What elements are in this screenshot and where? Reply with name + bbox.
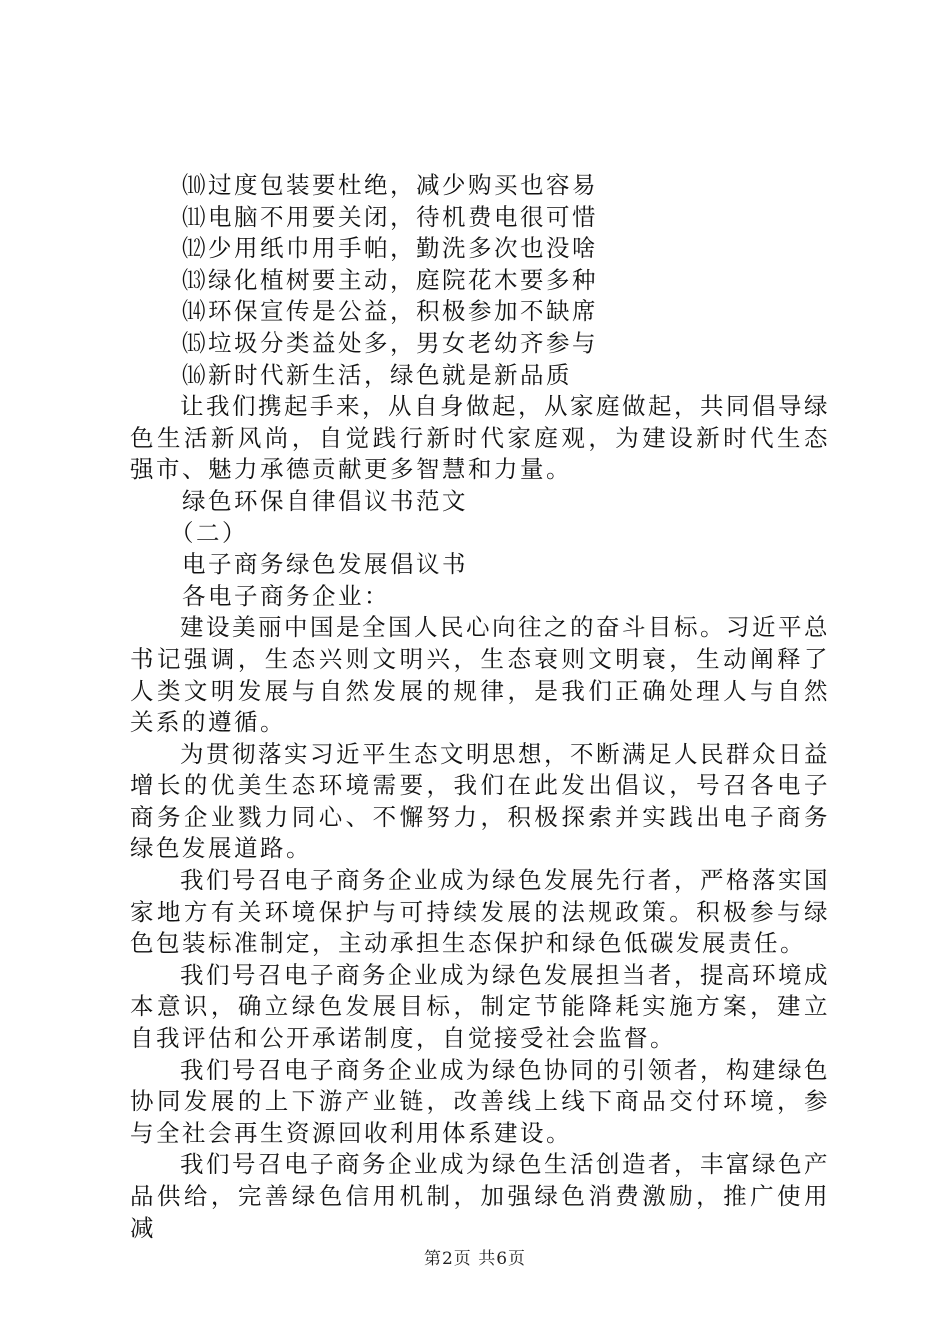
list-item: ⒁环保宣传是公益，积极参加不缺席 (182, 297, 598, 326)
paragraph-text: 建设美丽中国是全国人民心向往之的奋斗目标。习近平总书记强调，生态兴则文明兴，生态衰则文明衰，生动阐释了人类文明发展与自然发展的规律，是我们正确处理人与自然关系的遵循。 (130, 613, 830, 737)
page-footer: 第2页 共6页 (423, 1249, 527, 1269)
list-item: ⑽过度包装要杜绝，减少购买也容易 (182, 171, 598, 199)
paragraph-text: 为贯彻落实习近平生态文明思想，不断满足人民群众日益增长的优美生态环境需要，我们在此发出倡议，号召各电子商务企业戮力同心、不懈努力，积极探索并实践出电子商务绿色发展道路。 (130, 739, 830, 863)
section-heading-title: 绿色环保自律倡议书范文 (182, 486, 468, 515)
paragraph-text: 我们号召电子商务企业成为绿色协同的引领者，构建绿色协同发展的上下游产业链，改善线上线下商品交付环境，参与全社会再生资源回收利用体系建设。 (130, 1055, 830, 1147)
salutation: 各电子商务企业： (182, 581, 390, 610)
paragraph-text: 我们号召电子商务企业成为绿色发展先行者，严格落实国家地方有关环境保护与可持续发展的法规政策。积极参与绿色包装标准制定，主动承担生态保护和绿色低碳发展责任。 (130, 866, 830, 958)
document-body (130, 170, 830, 1244)
list-item: ⒀绿化植树要主动，庭院花木要多种 (182, 265, 598, 294)
section-heading-number: （二） (170, 518, 248, 547)
list-item: ⑾电脑不用要关闭，待机费电很可惜 (182, 202, 598, 231)
list-item: ⒂垃圾分类益处多，男女老幼齐参与 (182, 328, 598, 357)
paragraph-text: 我们号召电子商务企业成为绿色发展担当者，提高环境成本意识，确立绿色发展目标，制定节能降耗实施方案，建立自我评估和公开承诺制度，自觉接受社会监督。 (130, 960, 830, 1053)
list-item: ⑿少用纸巾用手帕，勤洗多次也没啥 (182, 234, 598, 263)
body-paragraph (130, 612, 830, 738)
body-paragraph (130, 1055, 830, 1150)
body-paragraph (130, 865, 830, 960)
body-paragraph (130, 960, 830, 1055)
list-item: ⒃新时代新生活，绿色就是新品质 (182, 360, 572, 389)
closing-paragraph (130, 391, 830, 486)
body-paragraph (130, 739, 830, 865)
paragraph-text: 我们号召电子商务企业成为绿色生活创造者，丰富绿色产品供给，完善绿色信用机制，加强绿色消费激励，推广使用减 (130, 1150, 830, 1242)
closing-paragraph-text: 让我们携起手来，从自身做起，从家庭做起，共同倡导绿色生活新风尚，自觉践行新时代家庭观，为建设新时代生态强市、魅力承德贡献更多智慧和力量。 (130, 392, 830, 484)
document-title: 电子商务绿色发展倡议书 (182, 550, 468, 579)
body-paragraph (130, 1149, 830, 1244)
